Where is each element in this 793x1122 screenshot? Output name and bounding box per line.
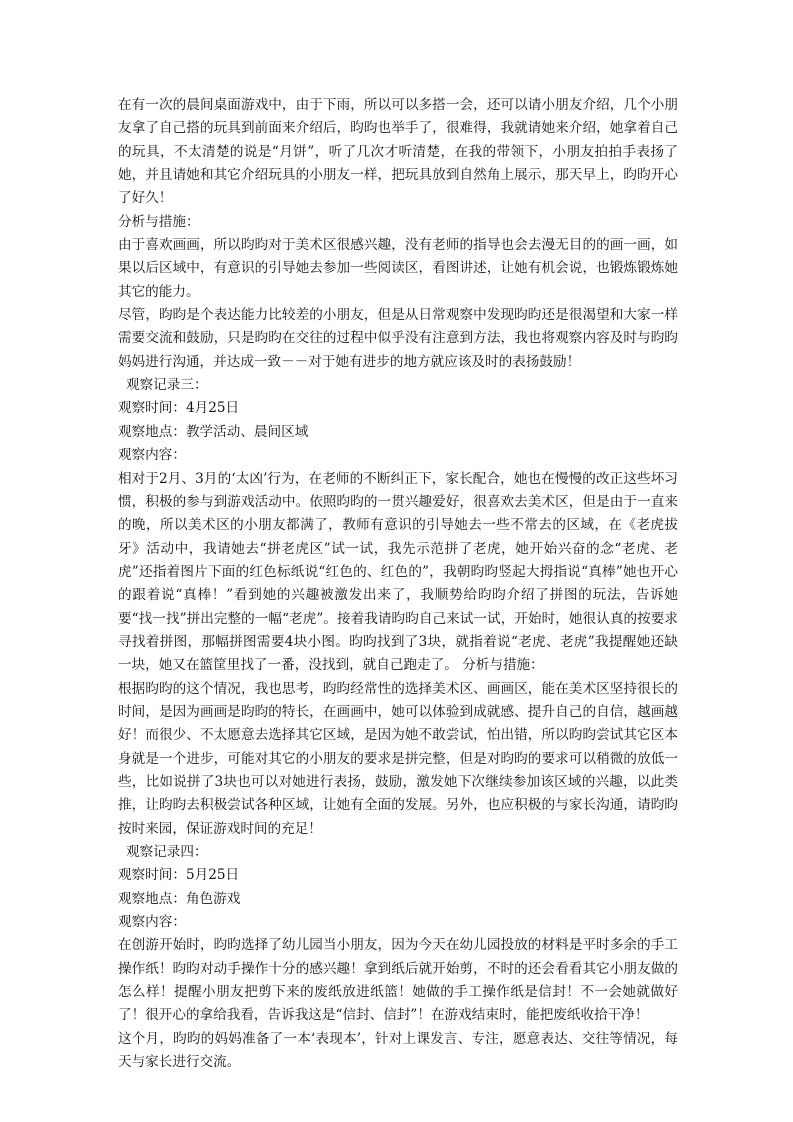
record-three-time: 观察时间：4月25日 — [118, 400, 240, 417]
record-four-content: 在创游开始时，昀昀选择了幼儿园当小朋友，因为今天在幼儿园投放的材料是平时多余的手工操作纸！昀昀对动手操作十分的感兴趣！拿到纸后就开始剪，不时的还会看看其它小朋友做的怎么样！提醒小朋友把剪下来的废纸放进纸篮！她做的手工操作纸是信封！不一会她就做好了！很开心的拿给我看，告诉我这是“信封、信封”！在游戏结束时，能把废纸收拾干净！ — [118, 937, 678, 1024]
record-four-content-label: 观察内容： — [118, 914, 186, 931]
record-four-heading: 观察记录四： — [126, 844, 208, 860]
record-three-content-label: 观察内容： — [118, 447, 186, 464]
paragraph-desktop-game-story: 在有一次的晨间桌面游戏中，由于下雨，所以可以多搭一会，还可以请小朋友介绍，几个小朋友拿了自己搭的玩具到前面来介绍后，昀昀也举手了，很难得，我就请她来介绍，她拿着自己的玩具，不太清楚的说是“月饼”，听了几次才听清楚，在我的带领下，小朋友拍拍手表扬了她，并且请她和其它介绍玩具的小朋友一样，把玩具放到自然角上展示，那天早上，昀昀开心了好久！ — [118, 97, 678, 207]
paragraph-analysis-communication: 尽管，昀昀是个表达能力比较差的小朋友，但是从日常观察中发现昀昀还是很渴望和大家一样需要交流和鼓励，只是昀昀在交往的过程中似乎没有注意到方法，我也将观察内容及时与昀昀妈妈进行沟通，并达成一致－－对于她有进步的地方就应该及时的表扬鼓励！ — [118, 307, 678, 370]
record-four-time: 观察时间：5月25日 — [118, 867, 240, 884]
record-three-location: 观察地点：教学活动、晨间区域 — [118, 423, 309, 440]
record-four-location: 观察地点：角色游戏 — [118, 890, 241, 907]
record-four-followup: 这个月，昀昀的妈妈准备了一本‘表现本’，针对上课发言、专注，愿意表达、交往等情况，每天与家长进行交流。 — [118, 1030, 678, 1071]
record-three-content: 相对于2月、3月的‘太凶’行为，在老师的不断纠正下，家长配合，她也在慢慢的改正这些坏习惯，积极的参与到游戏活动中。依照昀昀的一贯兴趣爱好，很喜欢去美术区，但是由于一直来的晚，所以美术区的小朋友都满了，教师有意识的引导她去一些不常去的区域，在《老虎拔牙》活动中，我请她去“拼老虎区”试一试，我先示范拼了老虎，她开始兴奋的念“老虎、老虎”还指着图片下面的红色标纸说“红色的、红色的”，我朝昀昀竖起大拇指说“真棒”她也开心的跟着说“真棒！”看到她的兴趣被激发出来了，我顺势给昀昀介绍了拼图的玩法，告诉她要“找一找”拼出完整的一幅“老虎”。接着我请昀昀自己来试一试，开始时，她很认真的按要求寻找着拼图，那幅拼图需要4块小图。昀昀找到了3块，就指着说“老虎、老虎”我提醒她还缺一块，她又在篮筐里找了一番，没找到，就自己跑走了。 分析与措施： — [118, 470, 678, 674]
document-body — [118, 94, 678, 1074]
paragraph-analysis-heading: 分析与措施： — [118, 213, 200, 230]
record-three-heading: 观察记录三： — [126, 377, 208, 394]
paragraph-analysis-art-interest: 由于喜欢画画，所以昀昀对于美术区很感兴趣，没有老师的指导也会去漫无目的的画一画，如果以后区域中，有意识的引导她去参加一些阅读区，看图讲述，让她有机会说，也锻炼锻炼她其它的能力。 — [118, 237, 678, 300]
record-three-analysis: 根据昀昀的这个情况，我也思考，昀昀经常性的选择美术区、画画区，能在美术区坚持很长的时间，是因为画画是昀昀的特长，在画画中，她可以体验到成就感、提升自己的自信，越画越好！而很少、不太愿意去选择其它区域，是因为她不敢尝试，怕出错，所以昀昀尝试其它区本身就是一个进步，可能对其它的小朋友的要求是拼完整，但是对昀昀的要求可以稍微的放低一些，比如说拼了3块也可以对她进行表扬，鼓励，激发她下次继续参加该区域的兴趣，以此类推，让昀昀去积极尝试各种区域，让她有全面的发展。另外，也应积极的与家长沟通，请昀昀按时来园，保证游戏时间的充足！ — [118, 680, 678, 837]
